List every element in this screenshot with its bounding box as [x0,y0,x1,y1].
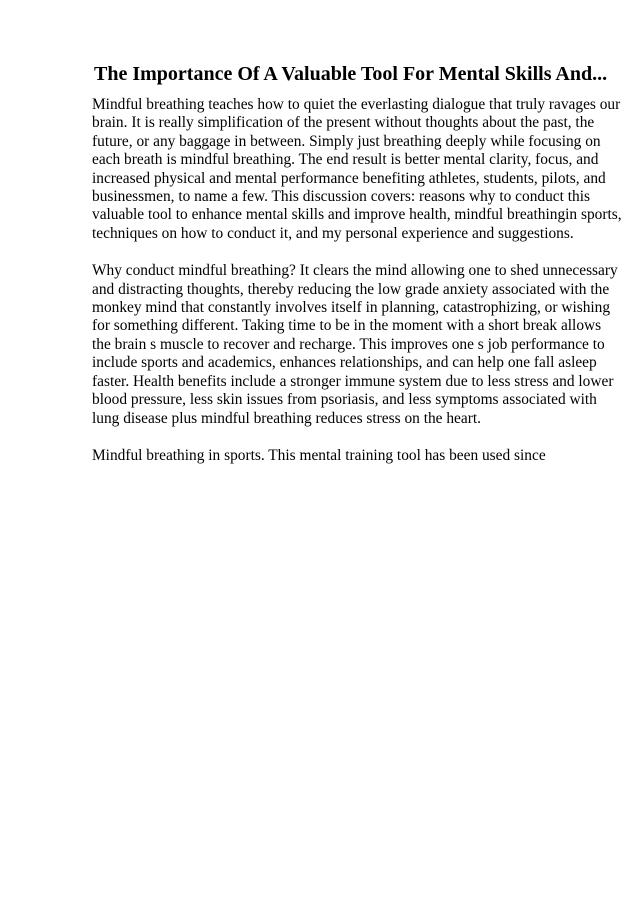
text-line: lung disease plus mindful breathing reduces stress on the heart. [92,409,481,427]
text-line: include sports and academics, enhances relationships, and can help one fall asleep [92,354,597,372]
text-line: and distracting thoughts, thereby reducing the low grade anxiety associated with the [92,280,610,298]
text-line: brain. It is really simplification of the present without thoughts about the past, the [92,114,595,132]
text-line: valuable tool to enhance mental skills and improve health, mindful breathingin sports, [92,206,622,224]
text-line: faster. Health benefits include a stronger immune system due to less stress and lower [92,372,614,390]
text-line: blood pressure, less skin issues from psoriasis, and less symptoms associated with [92,391,597,409]
text-line: increased physical and mental performance benefiting athletes, students, pilots, and [92,169,606,187]
text-line: Mindful breathing teaches how to quiet the everlasting dialogue that truly ravages our [92,96,621,113]
paragraph [92,262,618,428]
text-line: techniques on how to conduct it, and my personal experience and suggestions. [92,224,574,242]
document-body [92,96,622,484]
text-line: Why conduct mindful breathing? It clears the mind allowing one to shed unnecessary [92,262,618,280]
text-line: monkey mind that constantly involves itself in planning, catastrophizing, or wishing [92,299,611,317]
paragraph [92,447,600,465]
text-line: businessmen, to name a few. This discussion covers: reasons why to conduct this [92,188,590,206]
paragraph [92,96,622,243]
text-line: for something different. Taking time to be in the moment with a short break allows [92,317,602,335]
text-line: Mindful breathing in sports. This mental training tool has been used since [92,446,546,464]
document-title: The Importance Of A Valuable Tool For Mental Skills And... [94,63,608,85]
text-line: each breath is mindful breathing. The end result is better mental clarity, focus, and [92,151,599,169]
text-line: future, or any baggage in between. Simply just breathing deeply while focusing on [92,132,601,150]
text-line: the brain s muscle to recover and recharge. This improves one s job performance to [92,335,605,353]
